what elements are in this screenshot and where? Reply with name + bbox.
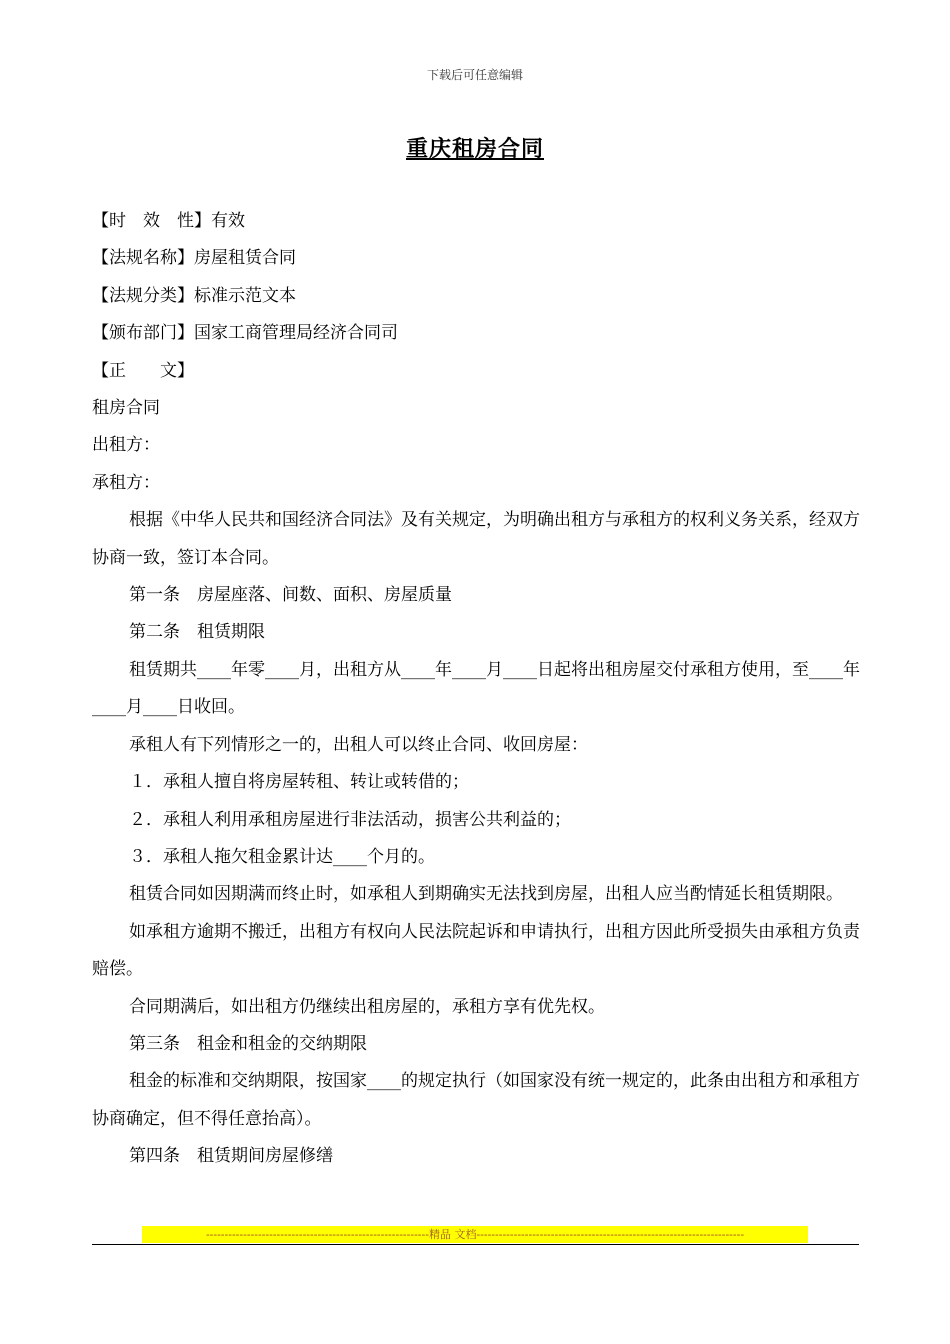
termination-item-3: ３．承租人拖欠租金累计达____个月的。 <box>129 846 435 867</box>
meta-category: 【法规分类】标准示范文本 <box>92 285 296 306</box>
priority-paragraph: 合同期满后，如出租方仍继续出租房屋的，承租方享有优先权。 <box>129 996 605 1017</box>
termination-item-2: ２．承租人利用承租房屋进行非法活动，损害公共利益的； <box>129 809 571 830</box>
meta-validity: 【时 效 性】有效 <box>92 211 245 231</box>
page-header: 下载后可任意编辑 <box>426 68 523 82</box>
overdue-paragraph: 如承租方逾期不搬迁，出租方有权向人民法院起诉和申请执行，出租方因此所受损失由承租方负责赔偿。 <box>92 921 860 980</box>
termination-intro: 承租人有下列情形之一的，出租人可以终止合同、收回房屋： <box>129 734 588 755</box>
article-3-heading: 第三条 租金和租金的交纳期限 <box>129 1033 367 1054</box>
rent-paragraph: 租金的标准和交纳期限，按国家____的规定执行（如国家没有统一规定的，此条由出租方和承租方协商确定，但不得任意抬高）。 <box>92 1071 860 1129</box>
document-body <box>92 203 870 1176</box>
lessee-label: 承租方： <box>92 472 160 493</box>
article-2-heading: 第二条 租赁期限 <box>129 622 265 643</box>
meta-issuer: 【颁布部门】国家工商管理局经济合同司 <box>92 323 398 344</box>
article-4-heading: 第四条 租赁期间房屋修缮 <box>129 1146 333 1167</box>
article-1-heading: 第一条 房屋座落、间数、面积、房屋质量 <box>129 585 452 606</box>
term-paragraph: 租赁期共____年零____月，出租方从____年____月____日起将出租房屋交付承租方使用，至____年____月____日收回。 <box>92 659 860 718</box>
extension-paragraph: 租赁合同如因期满而终止时，如承租人到期确实无法找到房屋，出租人应当酌情延长租赁期限。 <box>129 884 843 905</box>
intro-paragraph: 根据《中华人民共和国经济合同法》及有关规定，为明确出租方与承租方的权利义务关系，经双方协商一致，签订本合同。 <box>92 510 860 568</box>
footer-rule <box>92 1244 859 1245</box>
lessor-label: 出租方： <box>92 435 160 456</box>
termination-item-1: １．承租人擅自将房屋转租、转让或转借的； <box>129 772 469 793</box>
footer-banner: ------------------------------------------------------------精品 文档------------------------------------------------------------------------ <box>142 1226 808 1243</box>
meta-name: 【法规名称】房屋租赁合同 <box>92 248 296 269</box>
meta-body-label: 【正 文】 <box>92 360 194 381</box>
contract-heading: 租房合同 <box>92 398 160 419</box>
document-title: 重庆租房合同 <box>405 136 544 162</box>
